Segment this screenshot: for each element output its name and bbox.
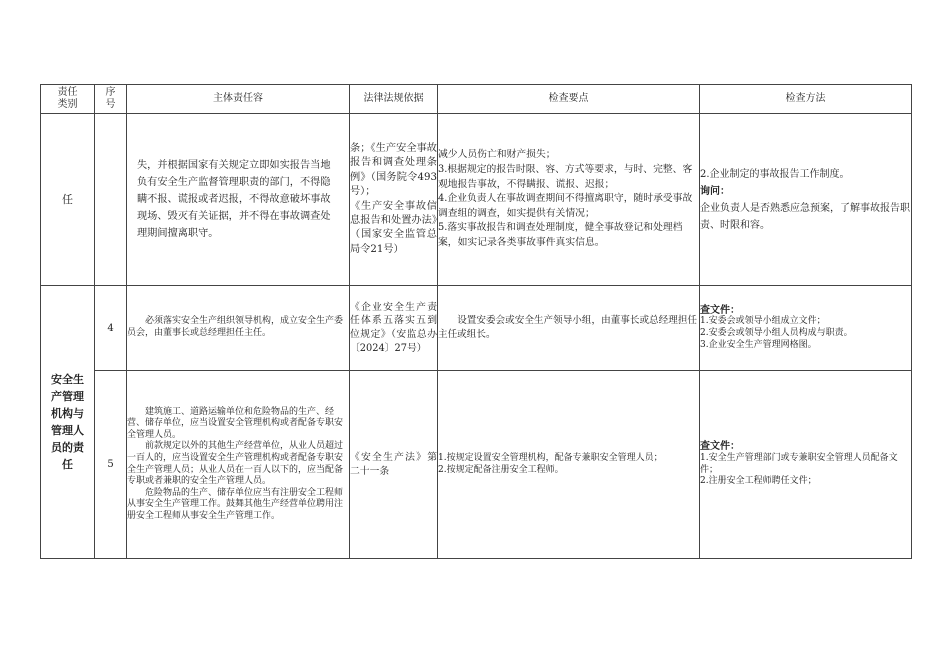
- table-row: [41, 114, 912, 286]
- duty-cell: 建筑施工、道路运输单位和危险物品的生产、经营、储存单位，应当设置安全管理机构或者配备专职安全管理人员。 前款规定以外的其他生产经营单位，从业人员超过一百人的，应当设置安全生产管理机构或者配备专职安全生产管理人员；从业人员在一百人以下的，应当配备专职或者兼职的安全生产管理人员。 危险物品的生产、储存单位应当有注册安全工程师从事安全生产管理工作。鼓舞其他生产经营单位聘用注册安全工程师从事安全生产管理工作。: [127, 371, 350, 559]
- method-cell: 查文件： 1.安委会或领导小组成立文件； 2.安委会或领导小组人员构成与职责。 3.企业安全生产管理网格图。: [700, 286, 912, 371]
- seq-cell: [95, 114, 127, 286]
- points-cell: 1.按规定设置安全管理机构，配备专兼职安全管理人员； 2.按规定配备注册安全工程师。: [438, 371, 700, 559]
- table-row: [41, 371, 912, 559]
- law-cell: 条；《生产安全事故报告和调查处理条例》（国务院令493号）； 《生产安全事故信息报告和处置办法》（国家安全监管总局令21号）: [350, 114, 438, 286]
- points-cell: 设置安委会或安全生产领导小组，由董事长或总经理担任主任或组长。: [438, 286, 700, 371]
- table-header-row: [41, 85, 912, 114]
- category-cell: 任: [41, 114, 95, 286]
- law-cell: 《安全生产法》第二十一条: [350, 371, 438, 559]
- header-method: 检查方法: [700, 85, 912, 114]
- header-law: 法律法规依据: [350, 85, 438, 114]
- points-cell: 减少人员伤亡和财产损失； 3.根据规定的报告时限、容、方式等要求，与时、完整、客观地报告事故，不得瞒报、谎报、迟报； 4.企业负责人在事故调查期间不得擅离职守，随时承受事故调查组的调查，如实提供有关情况； 5.落实事故报告和调查处理制度，健全事故登记和处理档案，如实记录各类事故事件真实信息。: [438, 114, 700, 286]
- law-cell: 《企业安全生产责任体系五落实五到位规定》（安监总办〔2024〕27号）: [350, 286, 438, 371]
- duty-cell: 必须落实安全生产组织领导机构，成立安全生产委员会，由董事长或总经理担任主任。: [127, 286, 350, 371]
- header-seq: 序号: [95, 85, 127, 114]
- header-duty: 主体责任容: [127, 85, 350, 114]
- method-cell: 查文件： 1.安全生产管理部门或专兼职安全管理人员配备文件； 2.注册安全工程师聘任文件；: [700, 371, 912, 559]
- seq-cell: 5: [95, 371, 127, 559]
- duty-cell: 失，并根据国家有关规定立即如实报告当地负有安全生产监督管理职责的部门，不得隐瞒不报、谎报或者迟报，不得故意破坏事故现场、毁灭有关证据，并不得在事故调查处理期间擅离职守。: [127, 114, 350, 286]
- header-category: 责任类别: [41, 85, 95, 114]
- header-points: 检查要点: [438, 85, 700, 114]
- seq-cell: 4: [95, 286, 127, 371]
- responsibility-table: [40, 84, 912, 559]
- method-cell: 2.企业制定的事故报告工作制度。 询问： 企业负责人是否熟悉应急预案，了解事故报告职责、时限和容。: [700, 114, 912, 286]
- category-cell: 安全生产管理机构与管理人员的责任: [41, 286, 95, 559]
- table-row: [41, 286, 912, 371]
